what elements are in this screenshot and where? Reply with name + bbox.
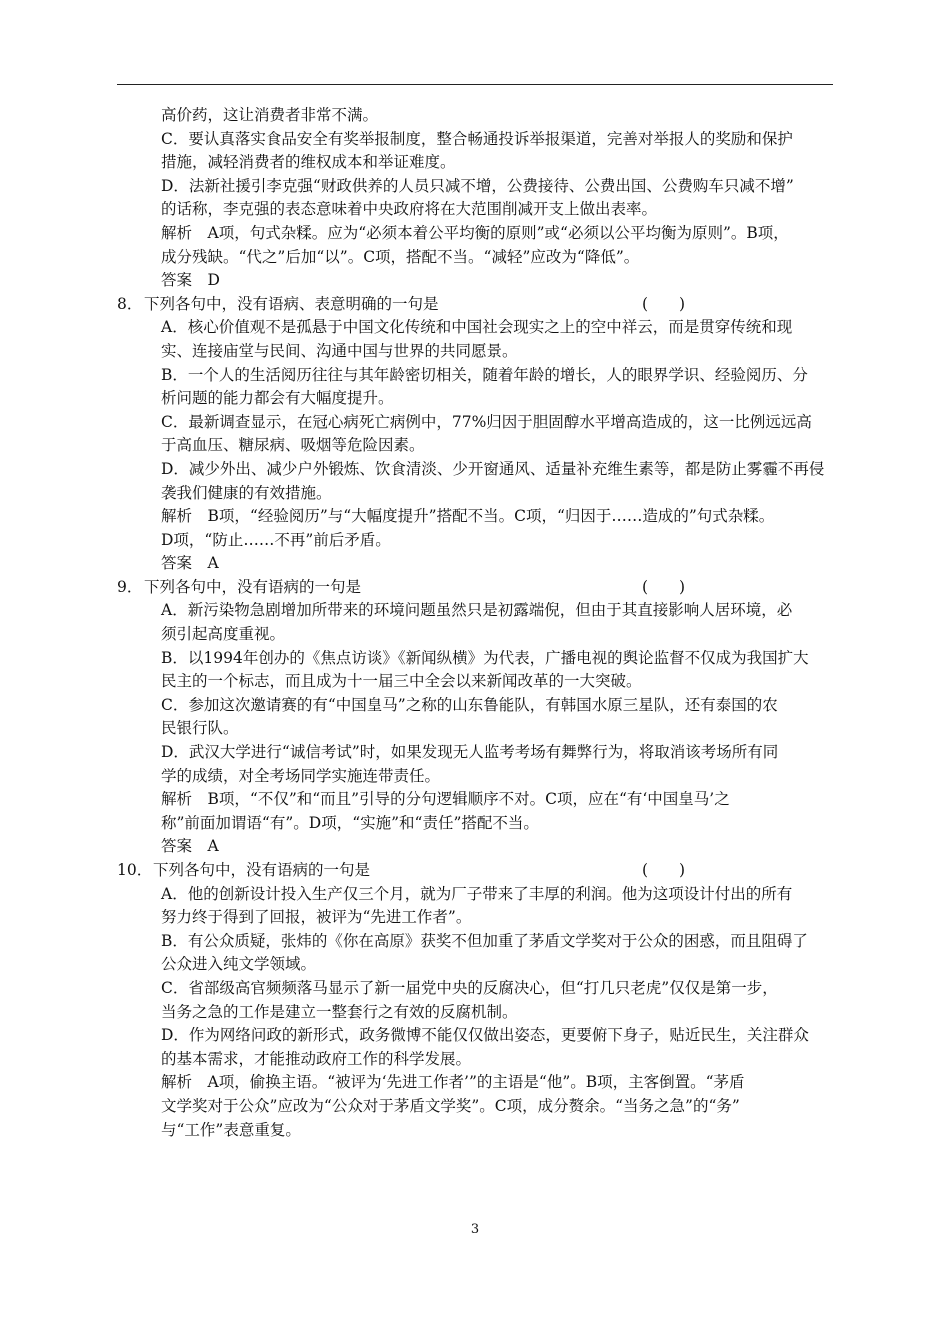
answer-line: 答案 D — [161, 271, 220, 290]
option-line: C．省部级高官频频落马显示了新一届党中央的反腐决心，但“打几只老虎”仅仅是第一步， — [161, 978, 778, 997]
question-number: 9． — [117, 577, 143, 596]
option-line: B．以1994年创办的《焦点访谈》《新闻纵横》为代表，广播电视的舆论监督不仅成为我国扩大 — [161, 648, 809, 667]
analysis-line: 成分残缺。“代之”后加“以”。C项，搭配不当。“减轻”应改为“降低”。 — [161, 247, 640, 266]
header-rule — [117, 84, 833, 85]
option-line: 公众进入纯文学领域。 — [161, 955, 317, 974]
analysis-line: 解析 A项，句式杂糅。应为“必须本着公平均衡的原则”或“必须以公平均衡为原则”。B项， — [161, 223, 789, 242]
question-stem: 下列各句中，没有语病的一句是 — [144, 577, 362, 596]
answer-line: 答案 A — [161, 837, 219, 856]
option-line: 的基本需求，才能推动政府工作的科学发展。 — [161, 1049, 472, 1068]
text-line: 的话称，李克强的表态意味着中央政府将在大范围削减开支上做出表率。 — [161, 200, 658, 219]
answer-line: 答案 A — [161, 554, 219, 573]
option-line: A．新污染物急剧增加所带来的环境问题虽然只是初露端倪，但由于其直接影响人居环境，必 — [161, 601, 793, 620]
analysis-line: 称”前面加谓语“有”。D项，“实施”和“责任”搭配不当。 — [161, 813, 539, 832]
option-line: 须引起高度重视。 — [161, 625, 286, 644]
text-line: D．法新社援引李克强“财政供养的人员只减不增，公费接待、公费出国、公费购车只减不增” — [161, 176, 794, 195]
option-line: 袭我们健康的有效措施。 — [161, 483, 332, 502]
option-line: C．参加这次邀请赛的有“中国皇马”之称的山东鲁能队，有韩国水原三星队，还有泰国的农 — [161, 695, 778, 714]
question-10 — [117, 859, 837, 883]
question-8 — [117, 293, 837, 317]
option-line: 于高血压、糖尿病、吸烟等危险因素。 — [161, 436, 425, 455]
page-number: 3 — [470, 1222, 480, 1237]
option-line: D．减少外出、减少户外锻炼、饮食清淡、少开窗通风、适量补充维生素等，都是防止雾霾不再侵 — [161, 459, 825, 478]
text-line: 高价药，这让消费者非常不满。 — [161, 106, 379, 124]
question-stem: 下列各句中，没有语病的一句是 — [153, 861, 371, 879]
option-line: C．最新调查显示，在冠心病死亡病例中，77%归因于胆固醇水平增高造成的，这一比例远远高 — [161, 412, 812, 431]
analysis-line: 解析 B项，“不仅”和“而且”引导的分句逻辑顺序不对。C项，应在“有‘中国皇马’之 — [161, 790, 730, 809]
option-line: D．武汉大学进行“诚信考试”时，如果发现无人监考考场有舞弊行为，将取消该考场所有同 — [161, 743, 779, 762]
question-number: 10． — [117, 861, 153, 879]
text-line: 措施，减轻消费者的维权成本和举证难度。 — [161, 153, 456, 172]
question-9 — [117, 576, 837, 600]
answer-blank: ( ) — [642, 294, 686, 313]
option-line: A．他的创新设计投入生产仅三个月，就为厂子带来了丰厚的利润。他为这项设计付出的所有 — [161, 884, 793, 903]
option-line: A．核心价值观不是孤悬于中国文化传统和中国社会现实之上的空中祥云，而是贯穿传统和现 — [161, 318, 793, 337]
analysis-line: D项，“防止……不再”前后矛盾。 — [161, 530, 391, 549]
question-number: 8． — [117, 294, 143, 313]
analysis-line: 解析 A项，偷换主语。“被评为‘先进工作者’”的主语是“他”。B项，主客倒置。“茅盾 — [161, 1073, 745, 1092]
option-line: 努力终于得到了回报，被评为“先进工作者”。 — [161, 908, 472, 927]
document-body — [117, 104, 837, 1142]
option-line: 民主的一个标志，而且成为十一届三中全会以来新闻改革的一大突破。 — [161, 672, 642, 691]
option-line: 学的成绩，对全考场同学实施连带责任。 — [161, 766, 441, 785]
option-line: 当务之急的工作是建立一整套行之有效的反腐机制。 — [161, 1002, 518, 1021]
option-line: 析问题的能力都会有大幅度提升。 — [161, 389, 394, 408]
answer-blank: ( ) — [642, 861, 686, 879]
option-line: 民银行队。 — [161, 719, 239, 738]
option-line: D．作为网络问政的新形式，政务微博不能仅仅做出姿态，更要俯下身子，贴近民生，关注群众 — [161, 1026, 809, 1045]
analysis-line: 解析 B项，“经验阅历”与“大幅度提升”搭配不当。C项，“归因于……造成的”句式杂糅。 — [161, 507, 775, 526]
option-line: B．有公众质疑，张炜的《你在高原》获奖不但加重了茅盾文学奖对于公众的困惑，而且阻碍了 — [161, 931, 808, 950]
text-line: C．要认真落实食品安全有奖举报制度，整合畅通投诉举报渠道，完善对举报人的奖励和保护 — [161, 129, 793, 148]
option-line: B．一个人的生活阅历往往与其年龄密切相关，随着年龄的增长，人的眼界学识、经验阅历、分 — [161, 365, 808, 384]
analysis-line: 文学奖对于公众”应改为“公众对于茅盾文学奖”。C项，成分赘余。“当务之急”的“务” — [161, 1096, 740, 1115]
analysis-line: 与“工作”表意重复。 — [161, 1120, 301, 1139]
option-line: 实、连接庙堂与民间、沟通中国与世界的共同愿景。 — [161, 341, 518, 360]
question-stem: 下列各句中，没有语病、表意明确的一句是 — [144, 294, 439, 313]
answer-blank: ( ) — [642, 577, 686, 596]
